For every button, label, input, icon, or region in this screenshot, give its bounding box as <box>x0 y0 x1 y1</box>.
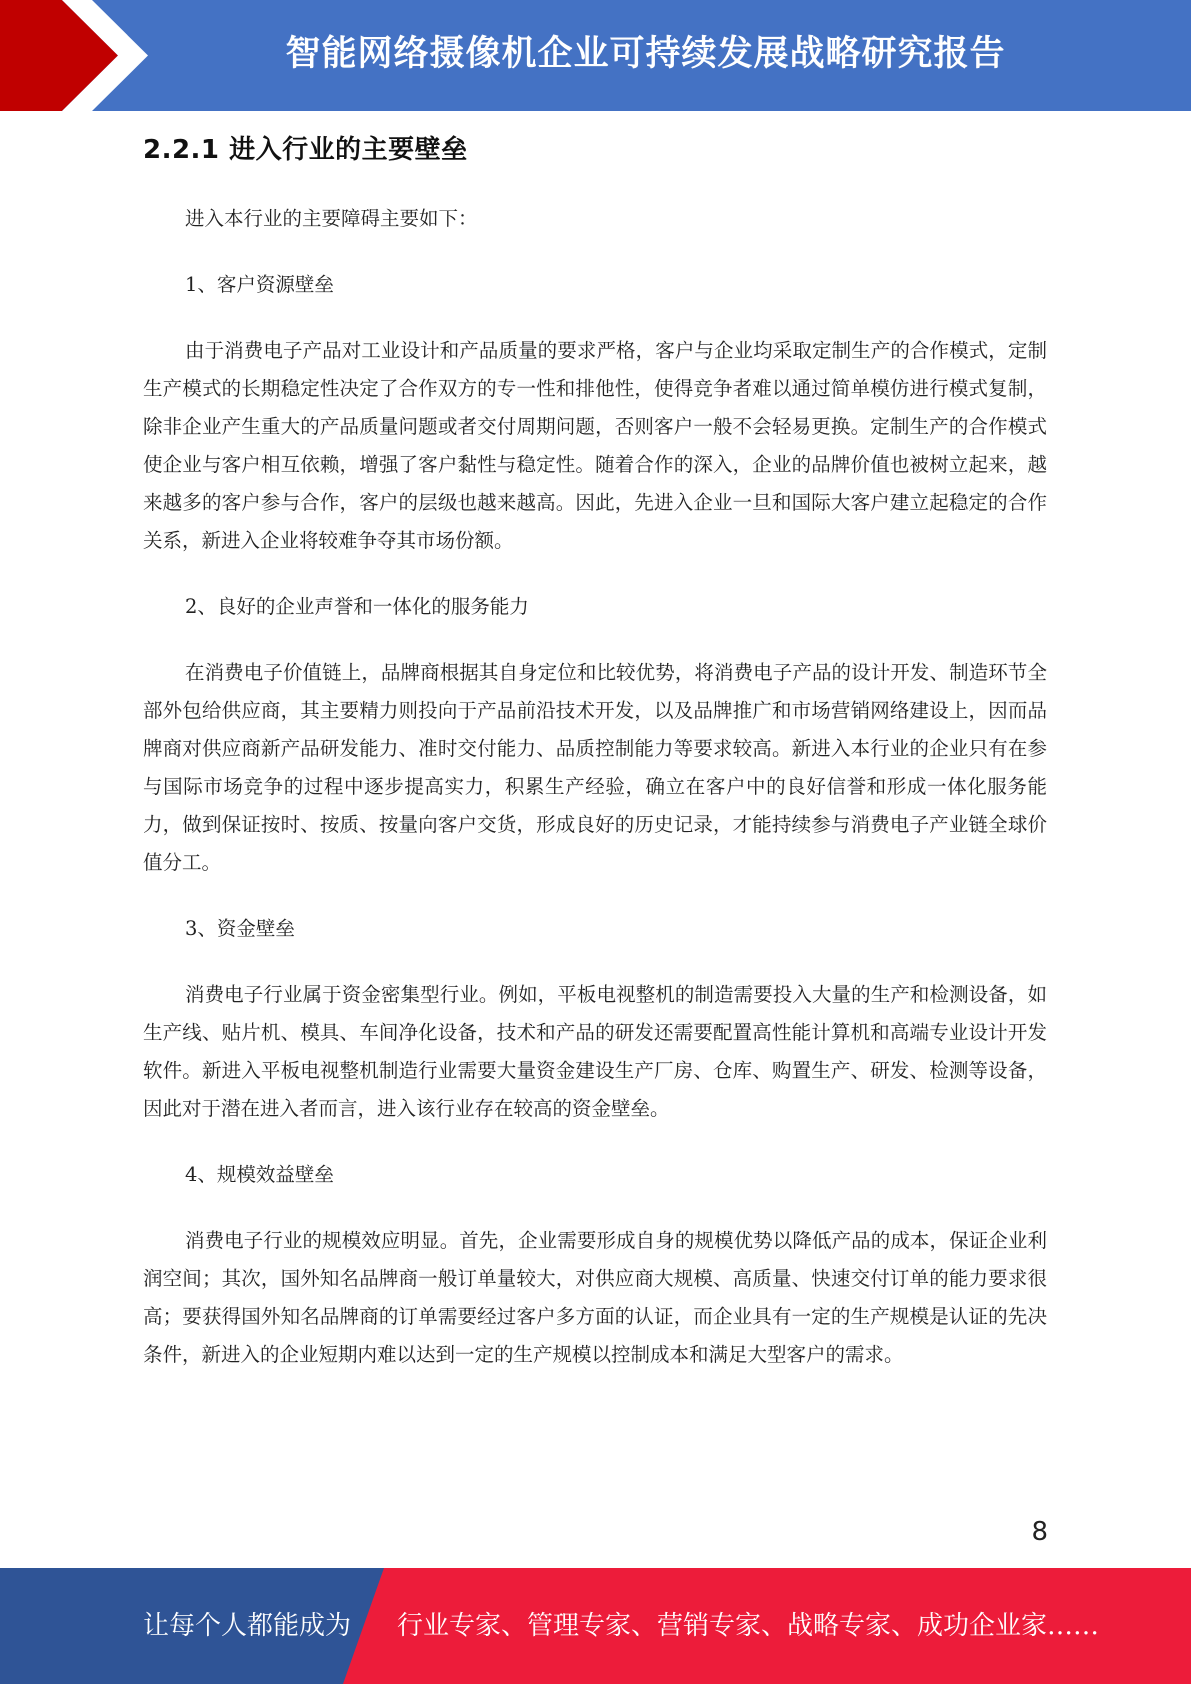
header-chevron-decoration <box>0 0 150 111</box>
report-title: 智能网络摄像机企业可持续发展战略研究报告 <box>285 34 1006 74</box>
main-content <box>143 130 1047 1374</box>
header-banner <box>0 0 1191 111</box>
barrier-1-title: 1、客户资源壁垒 <box>185 273 334 296</box>
section-heading: 2.2.1 进入行业的主要壁垒 <box>143 135 468 165</box>
page-number: 8 <box>1031 1517 1048 1547</box>
barrier-4-title: 4、规模效益壁垒 <box>185 1163 334 1186</box>
footer-slogan-right: 行业专家、管理专家、营销专家、战略专家、成功企业家…… <box>397 1611 1100 1641</box>
barrier-4-text: 消费电子行业的规模效应明显。首先，企业需要形成自身的规模优势以降低产品的成本，保证企业利润空间；其次，国外知名品牌商一般订单量较大，对供应商大规模、高质量、快速交付订单的能力要求很高；要获得国外知名品牌商的订单需要经过客户多方面的认证，而企业具有一定的生产规模是认证的先决条件，新进入的企业短期内难以达到一定的生产规模以控制成本和满足大型客户的需求。 <box>143 1229 1047 1366</box>
barrier-3-title: 3、资金壁垒 <box>185 917 295 940</box>
barrier-2-text: 在消费电子价值链上，品牌商根据其自身定位和比较优势，将消费电子产品的设计开发、制造环节全部外包给供应商，其主要精力则投向于产品前沿技术开发，以及品牌推广和市场营销网络建设上，因而品牌商对供应商新产品研发能力、准时交付能力、品质控制能力等要求较高。新进入本行业的企业只有在参与国际市场竞争的过程中逐步提高实力，积累生产经验，确立在客户中的良好信誉和形成一体化服务能力，做到保证按时、按质、按量向客户交货，形成良好的历史记录，才能持续参与消费电子产业链全球价值分工。 <box>143 661 1047 874</box>
barrier-3-text: 消费电子行业属于资金密集型行业。例如，平板电视整机的制造需要投入大量的生产和检测设备，如生产线、贴片机、模具、车间净化设备，技术和产品的研发还需要配置高性能计算机和高端专业设计开发软件。新进入平板电视整机制造行业需要大量资金建设生产厂房、仓库、购置生产、研发、检测等设备，因此对于潜在进入者而言，进入该行业存在较高的资金壁垒。 <box>143 983 1047 1120</box>
barrier-2-title: 2、良好的企业声誉和一体化的服务能力 <box>185 595 529 618</box>
barrier-1-text: 由于消费电子产品对工业设计和产品质量的要求严格，客户与企业均采取定制生产的合作模式，定制生产模式的长期稳定性决定了合作双方的专一性和排他性，使得竞争者难以通过简单模仿进行模式复制，除非企业产生重大的产品质量问题或者交付周期问题，否则客户一般不会轻易更换。定制生产的合作模式使企业与客户相互依赖，增强了客户黏性与稳定性。随着合作的深入，企业的品牌价值也被树立起来，越来越多的客户参与合作，客户的层级也越来越高。因此，先进入企业一旦和国际大客户建立起稳定的合作关系，新进入企业将较难争夺其市场份额。 <box>143 339 1047 552</box>
footer-banner <box>0 1568 1191 1684</box>
intro-paragraph: 进入本行业的主要障碍主要如下： <box>185 207 478 230</box>
footer-slogan-left: 让每个人都能成为 <box>143 1611 352 1641</box>
